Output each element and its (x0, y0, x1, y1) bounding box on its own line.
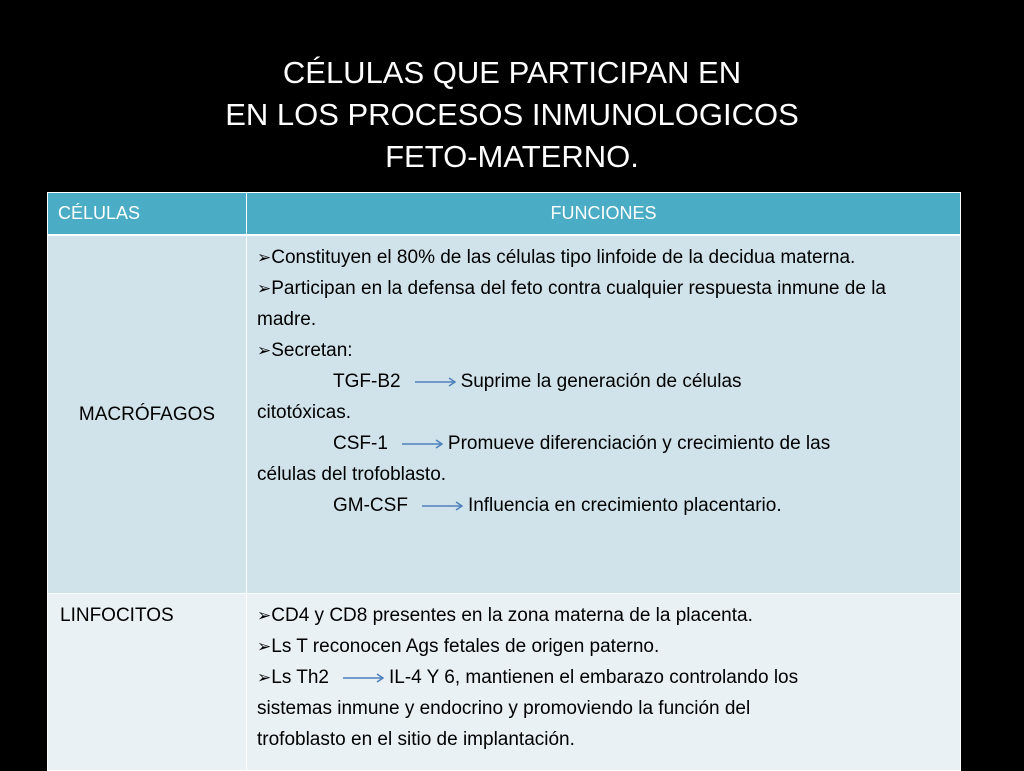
list-item (257, 600, 948, 631)
arrow-bullet-icon: ➢ (257, 248, 272, 267)
secretion-csf (257, 428, 948, 459)
bullet-text: Participan en la defensa del feto contra cualquier respuesta inmune de la madre. (257, 278, 886, 330)
arrow-bullet-icon: ➢ (257, 637, 272, 656)
bullet-text: Ls Th2 (271, 667, 329, 688)
secretion-gm (257, 490, 948, 521)
effect-text: Influencia en crecimiento placentario. (467, 495, 782, 516)
effect-text: Promueve diferenciación y crecimiento de las (447, 433, 831, 454)
list-item (257, 335, 948, 366)
arrow-bullet-icon: ➢ (257, 606, 272, 625)
cell-macrofagos: MACRÓFAGOS (48, 235, 247, 594)
list-item (257, 273, 948, 335)
factor-label: CSF-1 (333, 433, 388, 454)
arrow-bullet-icon: ➢ (257, 668, 272, 687)
bullet-text: Constituyen el 80% de las células tipo linfoide de la decidua materna. (271, 247, 856, 268)
cells-functions-table (47, 192, 961, 771)
right-arrow-icon (422, 500, 464, 512)
factor-label: TGF-B2 (333, 371, 401, 392)
header-celulas: CÉLULAS (48, 193, 247, 236)
right-arrow-icon (402, 438, 444, 450)
header-funciones: FUNCIONES (247, 193, 961, 236)
effect-text: Suprime la generación de células (460, 371, 742, 392)
bullet-text: Secretan: (271, 340, 353, 361)
secretion-tgf (257, 366, 948, 397)
effect-text: IL-4 Y 6, mantienen el embarazo controlando los (389, 667, 799, 688)
effect-text-cont: sistemas inmune y endocrino y promoviendo la función del (257, 698, 751, 719)
effect-text-cont: células del trofoblasto. (257, 464, 447, 485)
table-row-macrofagos (48, 235, 961, 594)
functions-macrofagos (247, 235, 961, 594)
right-arrow-icon (343, 672, 385, 684)
bullet-text: CD4 y CD8 presentes en la zona materna de la placenta. (271, 605, 753, 626)
cell-linfocitos: LINFOCITOS (48, 594, 247, 771)
factor-label: GM-CSF (333, 495, 408, 516)
bullet-text: Ls T reconocen Ags fetales de origen paterno. (271, 636, 660, 657)
slide-title (0, 52, 1024, 178)
right-arrow-icon (415, 376, 457, 388)
title-line-1: CÉLULAS QUE PARTICIPAN EN (282, 55, 742, 90)
title-line-3: FETO-MATERNO. (385, 139, 639, 174)
functions-linfocitos (247, 594, 961, 771)
effect-text-cont: citotóxicas. (257, 402, 351, 423)
table-header-row (48, 193, 961, 236)
table-row-linfocitos (48, 594, 961, 771)
list-item (257, 631, 948, 662)
list-item (257, 242, 948, 273)
effect-text-cont: trofoblasto en el sitio de implantación. (257, 729, 575, 750)
arrow-bullet-icon: ➢ (257, 341, 272, 360)
list-item (257, 662, 948, 693)
arrow-bullet-icon: ➢ (257, 279, 272, 298)
title-line-2: EN LOS PROCESOS INMUNOLOGICOS (225, 97, 799, 132)
